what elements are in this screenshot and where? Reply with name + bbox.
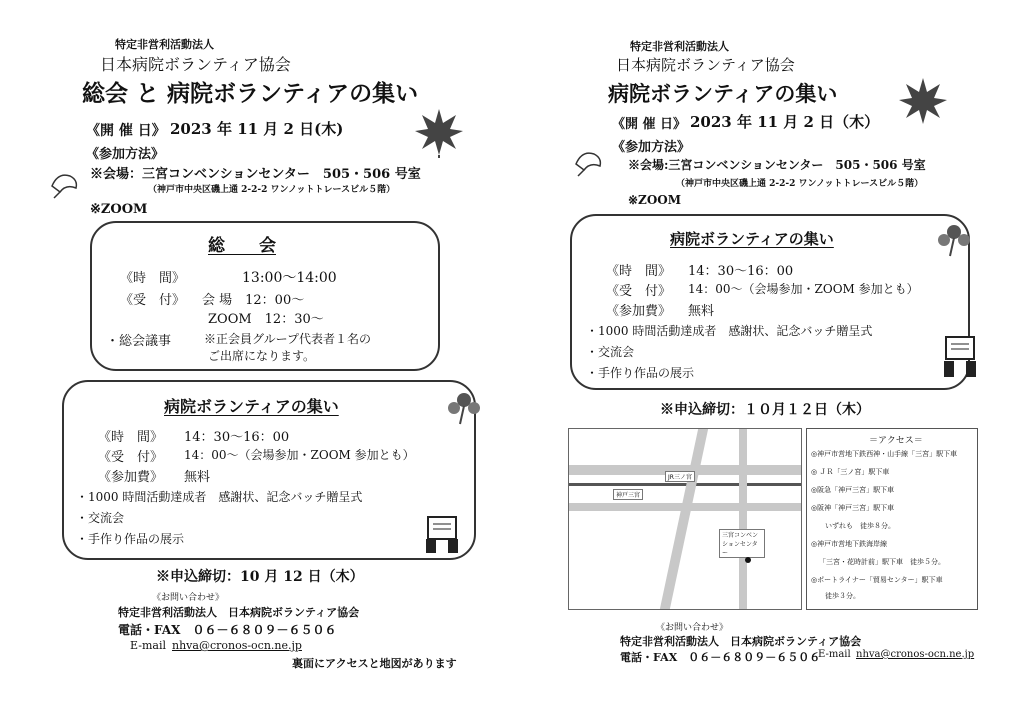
right-method-label: 《参加方法》 (612, 140, 691, 155)
gm-time-value: 13:00～14:00 (242, 270, 337, 286)
right-page-title: 病院ボランティアの集い (608, 81, 838, 106)
rg-fee-value: 無料 (688, 304, 715, 319)
right-gathering-title: 病院ボランティアの集い (670, 230, 834, 248)
right-date-value: 2023 年 11 月 2 日（木） (690, 113, 880, 131)
lg-fee-value: 無料 (184, 470, 211, 485)
access-line: いずれも 徒歩８分。 (825, 522, 895, 530)
gm-agenda-note1: ※正会員グループ代表者１名の (204, 332, 372, 346)
right-org-name: 日本病院ボランティア協会 (616, 56, 795, 74)
left-zoom: ※ZOOM (90, 202, 148, 217)
gm-reception-label: 《受 付》 (120, 293, 186, 308)
rg-item3: ・手作り作品の展示 (586, 366, 695, 380)
left-method-label: 《参加方法》 (86, 147, 165, 162)
access-line: 徒歩３分。 (825, 592, 860, 600)
rg-fee-label: 《参加費》 (606, 304, 672, 319)
lg-item1: ・1000 時間活動達成者 感謝状、記念バッチ贈呈式 (76, 490, 363, 504)
right-gathering-box (570, 214, 970, 390)
lg-time-label: 《時 間》 (98, 430, 164, 445)
maple-leaf-icon (412, 105, 466, 159)
rg-reception-label: 《受 付》 (606, 284, 672, 299)
ginkgo-leaf-icon (48, 170, 82, 200)
left-contact-heading: 《お問い合わせ》 (152, 593, 225, 603)
left-venue: ※会場：三宮コンベンションセンター 505・506 号室 (90, 167, 421, 182)
gm-time-label: 《時 間》 (120, 271, 186, 286)
lg-fee-label: 《参加費》 (98, 470, 164, 485)
access-line: ◎ポートライナー「貿易センター」駅下車 (811, 576, 943, 584)
access-line: ◎神戸市営地下鉄西神・山手線「三宮」駅下車 (811, 450, 958, 458)
venue-marker-icon (745, 557, 751, 563)
left-org-name: 日本病院ボランティア協会 (100, 55, 291, 74)
right-venue-address: （神戸市中央区磯上通 2-2-2 ワンノットトレースビル５階） (676, 179, 924, 189)
left-gathering-box (62, 380, 476, 560)
gm-agenda-note2: ご出席になります。 (208, 349, 316, 363)
gm-agenda-label: ・総会議事 (106, 334, 172, 349)
certificate-icon (940, 335, 980, 379)
access-line: ◎神戸市営地下鉄海岸線 (811, 540, 888, 548)
right-email-label: E-mail (818, 649, 851, 660)
right-contact-phone: 電話・FAX ０６－６８０９－６５０６ (620, 651, 821, 664)
access-heading: ＝アクセス＝ (869, 436, 923, 446)
right-venue: ※会場:三宮コンベンションセンター 505・506 号室 (628, 158, 926, 172)
access-line: ◎阪急「神戸三宮」駅下車 (811, 486, 895, 494)
lg-item3: ・手作り作品の展示 (76, 532, 185, 546)
general-meeting-title: 総 会 (208, 236, 276, 256)
left-venue-address: （神戸市中央区磯上通 2-2-2 ワンノットトレースビル５階） (148, 185, 396, 195)
left-contact-org: 特定非営利活動法人 日本病院ボランティア協会 (118, 606, 360, 619)
lg-time-value: 14：30～16：00 (184, 430, 290, 445)
right-zoom: ※ZOOM (628, 193, 682, 207)
left-email-link[interactable]: nhva@cronos-ocn.ne.jp (172, 639, 302, 652)
flower-icon (932, 218, 978, 258)
general-meeting-box (90, 221, 440, 371)
access-line: 「三宮・花時計前」駅下車 徒歩５分。 (819, 558, 945, 566)
left-gathering-title: 病院ボランティアの集い (164, 397, 339, 416)
access-line: ◎ ＪＲ「三ノ宮」駅下車 (811, 468, 890, 476)
left-date-label: 《開 催 日》 (86, 123, 166, 139)
map-label-venue: 三宮コンベンションセンター (719, 529, 765, 558)
left-org-type: 特定非営利活動法人 (115, 38, 214, 51)
left-back-note: 裏面にアクセスと地図があります (292, 657, 457, 670)
gm-reception-venue: 会 場 12：00～ (202, 293, 305, 308)
certificate-icon (422, 515, 462, 555)
left-page-title: 総会 と 病院ボランティアの集い (82, 80, 419, 107)
right-email-link[interactable]: nhva@cronos-ocn.ne.jp (856, 649, 975, 660)
access-line: ◎阪神「神戸三宮」駅下車 (811, 504, 895, 512)
lg-item2: ・交流会 (76, 511, 125, 525)
right-contact-heading: 《お問い合わせ》 (656, 623, 729, 633)
rg-item1: ・1000 時間活動達成者 感謝状、記念バッチ贈呈式 (586, 324, 873, 338)
maple-leaf-icon (896, 74, 950, 128)
access-box (806, 428, 978, 610)
left-date-value: 2023 年 11 月 2 日(木) (170, 120, 344, 138)
map-label-sannomiya: 神戸三宮 (613, 489, 643, 500)
map-road (660, 429, 708, 609)
right-contact-org: 特定非営利活動法人 日本病院ボランティア協会 (620, 635, 862, 648)
map-road (739, 429, 747, 609)
right-date-label: 《開 催 日》 (612, 117, 687, 132)
rg-time-value: 14：30～16：00 (688, 264, 794, 279)
rg-item2: ・交流会 (586, 345, 635, 359)
rg-time-label: 《時 間》 (606, 264, 672, 279)
ginkgo-leaf-icon (572, 148, 606, 178)
lg-reception-value: 14：00～（会場参加・ZOOM 参加とも） (184, 448, 415, 462)
right-org-type: 特定非営利活動法人 (630, 40, 729, 53)
gm-reception-zoom: ZOOM 12：30～ (208, 312, 324, 327)
rg-reception-value: 14：00～（会場参加・ZOOM 参加とも） (688, 282, 919, 296)
right-deadline: ※申込締切：１０月１２日（木） (660, 402, 870, 418)
left-contact-phone: 電話・FAX ０６－６８０９－６５０６ (118, 623, 337, 637)
flower-icon (442, 386, 486, 426)
left-deadline: ※申込締切：10 月 12 日（木） (156, 569, 364, 585)
lg-reception-label: 《受 付》 (98, 450, 164, 465)
map-label-jr: JR三ノ宮 (665, 471, 695, 482)
access-map (568, 428, 802, 610)
left-email-label: E-mail (130, 639, 166, 652)
